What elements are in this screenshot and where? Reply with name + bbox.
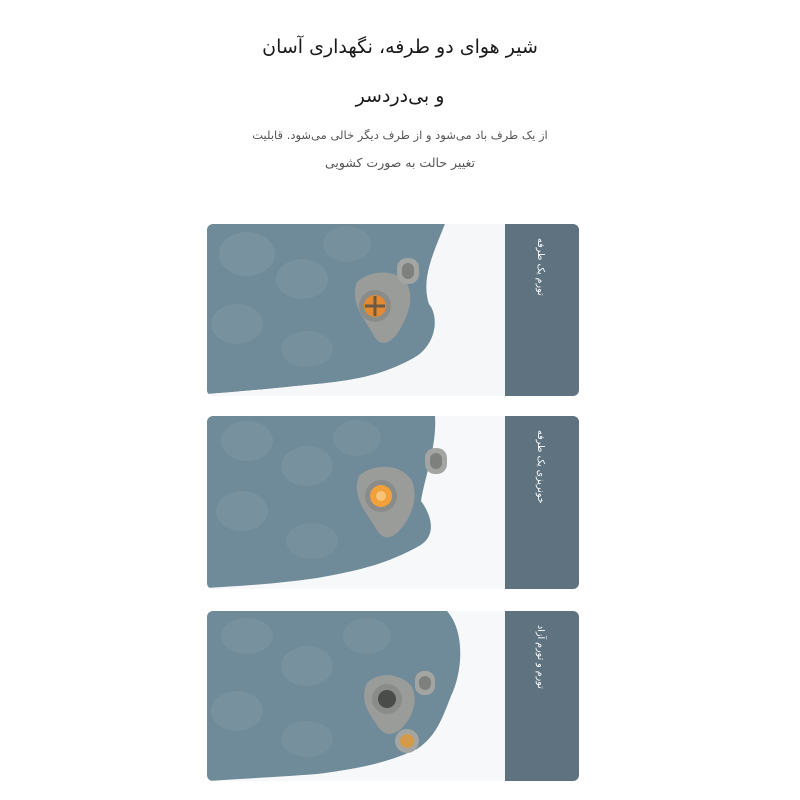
valve-photo [207,611,505,781]
valve-mode-card-free [207,611,579,781]
mode-label: تورم و تورم آزاد [535,625,546,689]
valve-illustration [207,416,505,589]
description-line2: تغییر حالت به صورت کشویی [325,155,475,170]
mode-label: خونریزی یک طرفه [535,430,546,504]
page-title-line2: و بی‌دردسر [355,85,445,107]
valve-mode-card-deflate [207,416,579,589]
valve-illustration [207,611,505,781]
mode-label-panel [505,611,579,781]
valve-mode-card-inflate [207,224,579,396]
valve-illustration [207,224,505,396]
description-line1: از یک طرف باد می‌شود و از طرف دیگر خالی می‌شود. قابلیت [252,128,548,142]
page-title: شیر هوای دو طرفه، نگهداری آسان [262,36,538,58]
valve-photo [207,416,505,589]
mode-label-panel [505,416,579,589]
mode-label-panel [505,224,579,396]
mode-label: تورم یک طرفه [535,238,546,296]
valve-photo [207,224,505,396]
